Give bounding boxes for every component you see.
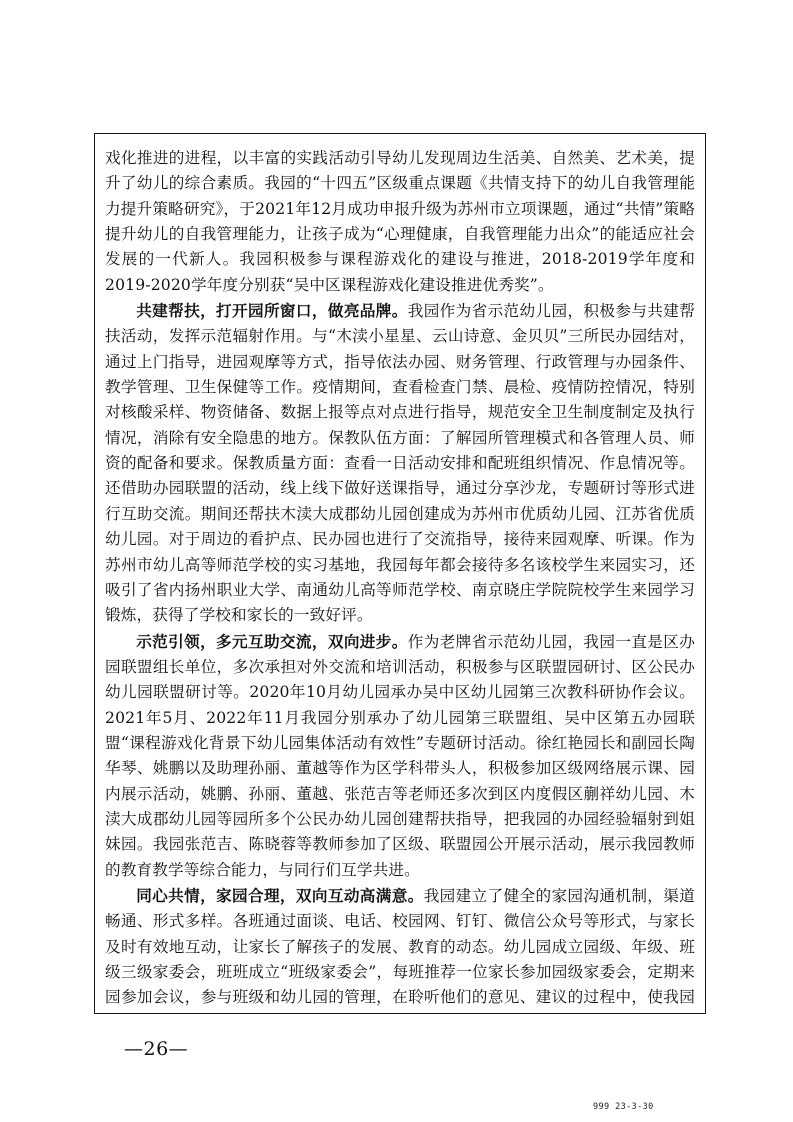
paragraph-continuation [105,146,695,298]
paragraph-joint-assistance [105,298,695,628]
paragraph-lead-heading: 共建帮扶，打开园所窗口，做亮品牌。 [136,301,408,321]
paragraph-text: 戏化推进的进程，以丰富的实践活动引导幼儿发现周边生活美、自然美、艺术美，提升了幼儿的综合素质。我园的“十四五”区级重点课题《共情支持下的幼儿自我管理能力提升策略研究》，于2021年12月成功申报升级为苏州市立项课题，通过“共情”策略提升幼儿的自我管理能力，让孩子成为“心理健康，自我管理能力出众”的能适应社会发展的一代新人。我园积极参与课程游戏化的建设与推进，2018-2019学年度和2019-2020学年度分别获“吴中区课程游戏化建设推进优秀奖”。 [105,149,695,294]
paragraph-text: 作为老牌省示范幼儿园，我园一直是区办园联盟组长单位，多次承担对外交流和培训活动，积极参与区联盟园研讨、区公民办幼儿园联盟研讨等。2020年10月幼儿园承办吴中区幼儿园第三次教科研协作会议。2021年5月、2022年11月我园分别承办了幼儿园第三联盟组、吴中区第五办园联盟“课程游戏化背景下幼儿园集体活动有效性”专题研讨活动。徐红艳园长和副园长陶华琴、姚鹏以及助理孙丽、董越等作为区学科带头人，积极参加区级网络展示课、园内展示活动，姚鹏、孙丽、董越、张范吉等老师还多次到区内度假区蒯祥幼儿园、木渎大成郡幼儿园等园所多个公民办幼儿园创建帮扶指导，把我园的办园经验辐射到姐妹园。我园张范吉、陈晓蓉等教师参加了区级、联盟园公开展示活动，展示我园教师的教育教学等综合能力，与同行们互学共进。 [105,632,695,879]
print-date-stamp: 999 23-3-30 [593,1102,654,1112]
paragraph-lead-heading: 示范引领，多元互助交流，双向进步。 [136,631,408,651]
paragraph-lead-heading: 同心共情，家园合理，双向互动高满意。 [136,885,424,905]
paragraph-text: 我园建立了健全的家园沟通机制，渠道畅通、形式多样。各班通过面谈、电话、校园网、钉钉、微信公众号等形式，与家长及时有效地互动，让家长了解孩子的发展、教育的动态。幼儿园成立园级、年级、班级三级家委会，班班成立“班级家委会”，每班推荐一位家长参加园级家委会，定期来园参加会议，参与班级和幼儿园的管理，在聆听他们的意见、建议的过程中，使我园 [105,886,695,1007]
paragraph-demonstration-leadership [105,629,695,883]
paragraph-home-school-cooperation [105,883,695,1014]
page-number: —26— [124,1038,189,1060]
text-frame [94,133,706,1014]
paragraph-text: 我园作为省示范幼儿园，积极参与共建帮扶活动，发挥示范辐射作用。与“木渎小星星、云山诗意、金贝贝”三所民办园结对，通过上门指导，进园观摩等方式，指导依法办园、财务管理、行政管理与办园条件、教学管理、卫生保健等工作。疫情期间，查看检查门禁、晨检、疫情防控情况，特别对核酸采样、物资储备、数据上报等点对点进行指导，规范安全卫生制度制定及执行情况，消除有安全隐患的地方。保教队伍方面：了解园所管理模式和各管理人员、师资的配备和要求。保教质量方面：查看一日活动安排和配班组织情况、作息情况等。还借助办园联盟的活动，线上线下做好送课指导，通过分享沙龙，专题研讨等形式进行互助交流。期间还帮扶木渎大成郡幼儿园创建成为苏州市优质幼儿园、江苏省优质幼儿园。对于周边的看护点、民办园也进行了交流指导，接待来园观摩、听课。作为苏州市幼儿高等师范学校的实习基地，我园每年都会接待多名该校学生来园实习，还吸引了省内扬州职业大学、南通幼儿高等师范学校、南京晓庄学院院校学生来园学习锻炼，获得了学校和家长的一致好评。 [105,302,695,625]
